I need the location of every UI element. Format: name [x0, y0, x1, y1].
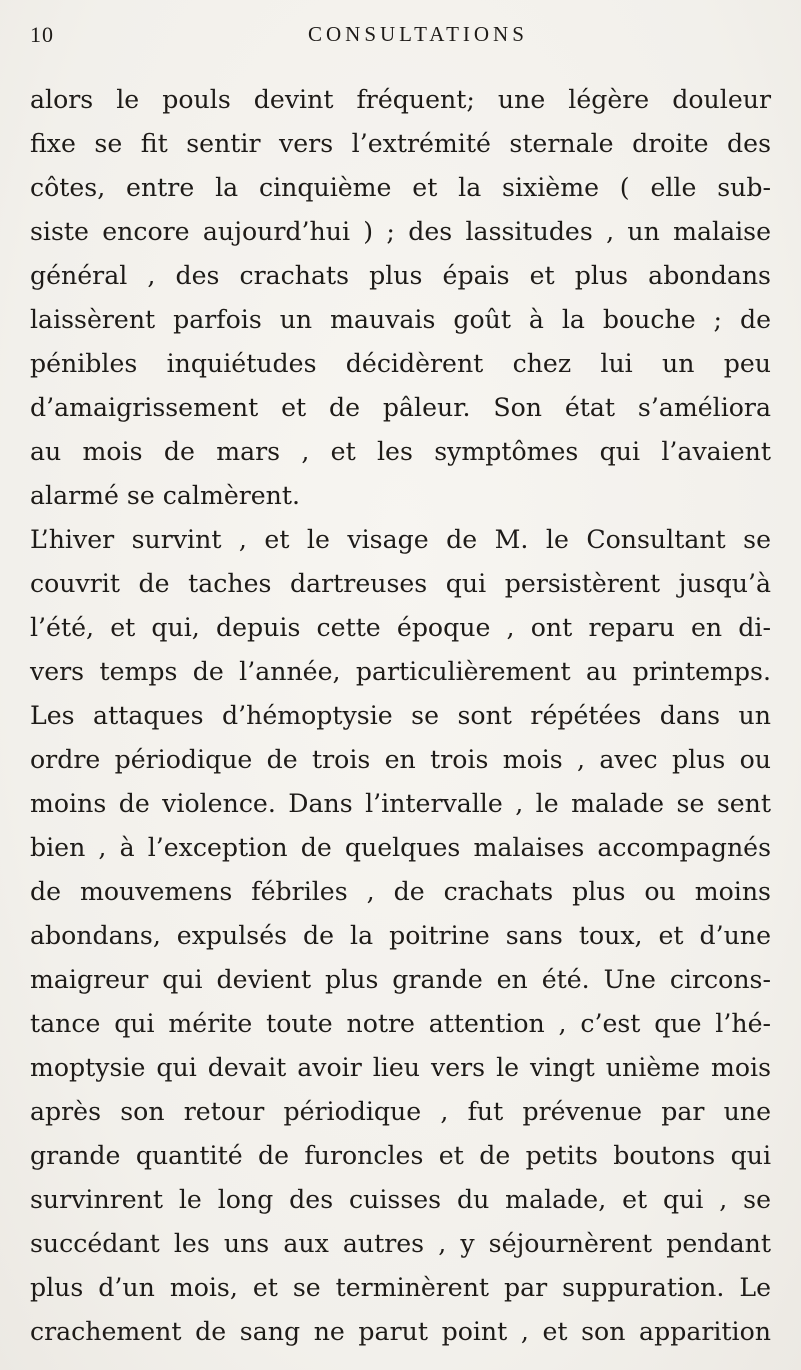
- text-line: siste encore aujourd’hui ) ; des lassitudes , un malaise: [30, 217, 771, 246]
- text-line: au mois de mars , et les symptômes qui l’avaient: [30, 437, 771, 466]
- text-line: succédant les uns aux autres , y séjournèrent pendant: [30, 1229, 771, 1258]
- text-line: moptysie qui devait avoir lieu vers le vingt unième mois: [30, 1053, 771, 1082]
- running-head: CONSULTATIONS: [308, 22, 528, 46]
- text-line: après son retour périodique , fut prévenue par une: [30, 1097, 771, 1126]
- text-line: alors le pouls devint fréquent; une légère douleur: [30, 85, 771, 114]
- text-line: pénibles inquiétudes décidèrent chez lui un peu: [30, 349, 771, 378]
- text-line: survinrent le long des cuisses du malade, et qui , se: [30, 1185, 771, 1214]
- text-line: abondans, expulsés de la poitrine sans toux, et d’une: [30, 921, 771, 950]
- text-line: bien , à l’exception de quelques malaises accompagnés: [30, 833, 771, 862]
- text-line: couvrit de taches dartreuses qui persistèrent jusqu’à: [30, 569, 771, 598]
- text-line: alarmé se calmèrent.: [30, 481, 301, 510]
- text-line: L’hiver survint , et le visage de M. le Consultant se: [30, 525, 771, 554]
- text-line: tance qui mérite toute notre attention , c’est que l’hé-: [30, 1009, 771, 1038]
- text-line: ordre périodique de trois en trois mois , avec plus ou: [30, 745, 771, 774]
- page-number: 10: [30, 22, 54, 47]
- text-line: fixe se fit sentir vers l’extrémité sternale droite des: [30, 129, 771, 158]
- text-line: crachement de sang ne parut point , et son apparition: [30, 1317, 771, 1346]
- text-line: Les attaques d’hémoptysie se sont répétées dans un: [30, 701, 771, 730]
- text-line: moins de violence. Dans l’intervalle , le malade se sent: [30, 789, 771, 818]
- text-line: général , des crachats plus épais et plus abondans: [30, 261, 771, 290]
- text-line: plus d’un mois, et se terminèrent par suppuration. Le: [30, 1273, 771, 1302]
- text-line: de mouvemens fébriles , de crachats plus ou moins: [30, 877, 771, 906]
- text-line: vers temps de l’année, particulièrement au printemps.: [30, 657, 771, 686]
- text-line: maigreur qui devient plus grande en été. Une circons-: [30, 965, 771, 994]
- text-line: d’amaigrissement et de pâleur. Son état s’améliora: [30, 393, 771, 422]
- page-header: [30, 22, 775, 56]
- text-line: laissèrent parfois un mauvais goût à la bouche ; de: [30, 305, 771, 334]
- body-text: [30, 78, 771, 1354]
- text-line: l’été, et qui, depuis cette époque , ont reparu en di-: [30, 613, 771, 642]
- text-line: grande quantité de furoncles et de petits boutons qui: [30, 1141, 771, 1170]
- text-line: côtes, entre la cinquième et la sixième ( elle sub-: [30, 173, 771, 202]
